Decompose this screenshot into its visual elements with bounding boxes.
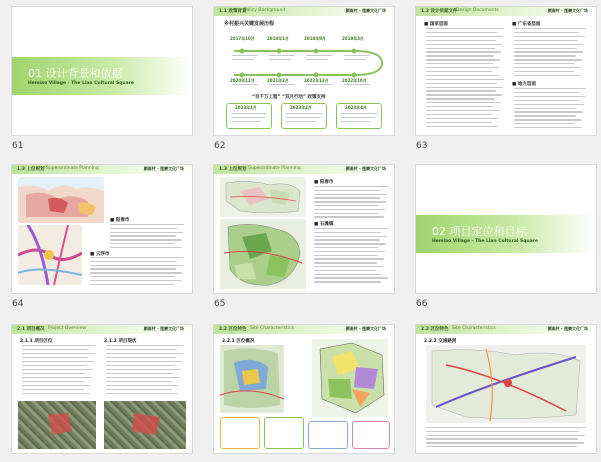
text-line <box>90 261 177 262</box>
year-label: 2018年1月 <box>267 36 289 41</box>
header-title-en: Superordinate Planning <box>248 166 301 171</box>
slide-canvas <box>214 165 394 293</box>
text-line <box>314 197 380 198</box>
info-card <box>264 417 304 449</box>
text-line <box>314 247 379 248</box>
text-line <box>314 274 382 275</box>
text-line <box>314 236 387 237</box>
text-line <box>110 247 181 248</box>
heading-local: ■ 地方层面 <box>512 82 536 87</box>
slide-number: 65 <box>214 299 226 309</box>
text-line <box>514 59 582 60</box>
slide-canvas <box>12 325 192 453</box>
text-line <box>22 349 89 350</box>
info-card <box>352 421 390 449</box>
year-label: 2022年12月 <box>304 78 329 83</box>
text-line <box>426 75 498 76</box>
text-line <box>426 102 501 103</box>
text-line <box>110 235 176 236</box>
text-line <box>426 446 577 447</box>
info-card <box>220 417 260 449</box>
header-project: 颜南村 · 莲廉文化广场 <box>143 326 184 331</box>
year-label: 2023年2月 <box>290 105 312 110</box>
policy-card <box>226 103 272 129</box>
text-line <box>514 48 577 49</box>
slide-canvas <box>12 7 192 135</box>
text-line <box>22 385 91 386</box>
regional-map <box>18 177 104 223</box>
text-line <box>22 369 93 370</box>
text-line <box>90 276 175 277</box>
text-line <box>90 265 183 266</box>
text-line <box>514 127 581 128</box>
heading-province: ■ 广东省层面 <box>512 22 541 27</box>
header-title: 1.3 上位规划 <box>17 167 45 172</box>
text-line <box>22 357 88 358</box>
text-line <box>514 119 582 120</box>
county-map <box>220 177 306 217</box>
text-line <box>426 94 502 95</box>
section-subtitle: Hemiao Village - The Lian Cultural Square <box>432 239 538 244</box>
text-line <box>106 349 177 350</box>
text-line <box>426 90 496 91</box>
header-title: 2.1 项目概况 <box>17 327 45 332</box>
text-line <box>514 123 575 124</box>
text-line <box>90 257 184 258</box>
text-line <box>110 224 184 225</box>
text-line <box>314 186 388 187</box>
text-line <box>514 71 574 72</box>
text-line <box>514 63 575 64</box>
text-line <box>314 270 376 271</box>
location-map-left <box>220 345 284 413</box>
text-line <box>22 393 90 394</box>
text-line <box>426 110 500 111</box>
text-line <box>314 190 381 191</box>
text-line <box>426 83 497 84</box>
policy-heading: “百千万工程” “双月行动” 政策支持 <box>252 95 326 100</box>
text-line <box>110 228 177 229</box>
header-project: 颜南村 · 莲廉文化广场 <box>345 166 386 171</box>
text-line <box>426 114 493 115</box>
info-card <box>308 421 348 449</box>
text-line <box>426 438 578 439</box>
section-title: 01 设计背景和依据 <box>28 67 123 80</box>
town-map <box>220 219 306 289</box>
slide-canvas <box>12 165 192 293</box>
header-project: 颜南村 · 莲廉文化广场 <box>547 8 588 13</box>
header-title-en: Design Documents <box>456 8 499 13</box>
text-line <box>426 431 579 432</box>
text-line <box>314 262 377 263</box>
header-title: 1.1 政策背景 <box>219 9 247 14</box>
text-line <box>314 255 378 256</box>
year-label: 2018年9月 <box>304 36 326 41</box>
text-line <box>426 44 502 45</box>
text-line <box>314 228 388 229</box>
text-line <box>314 239 380 240</box>
planning-map <box>18 225 82 285</box>
text-line <box>426 442 584 443</box>
text-line <box>22 381 85 382</box>
text-line <box>426 40 496 41</box>
text-line <box>426 28 504 29</box>
text-line <box>514 51 583 52</box>
text-line <box>22 377 92 378</box>
slide-canvas <box>416 325 596 453</box>
text-line <box>90 268 176 269</box>
text-line <box>22 365 87 366</box>
slide-canvas <box>214 325 394 453</box>
text-line <box>514 55 576 56</box>
header-title-en: Policy Background <box>244 8 286 13</box>
text-line <box>314 243 386 244</box>
text-line <box>106 381 173 382</box>
text-line <box>106 365 175 366</box>
text-line <box>426 67 499 68</box>
text-line <box>514 75 580 76</box>
subheading-b: 2.1.2 项目现状 <box>104 339 137 344</box>
header-title-en: Site Characteristics <box>250 326 294 331</box>
text-line <box>514 28 586 29</box>
year-label: 2021年2月 <box>267 78 289 83</box>
text-line <box>514 67 581 68</box>
text-line <box>514 100 578 101</box>
slide-number: 63 <box>416 141 428 151</box>
text-line <box>106 377 180 378</box>
slide-canvas <box>214 7 394 135</box>
slide-header <box>416 7 596 16</box>
text-line <box>426 71 492 72</box>
header-title: 1.3 上位规划 <box>219 167 247 172</box>
subheading-a: 2.2.1 区位概况 <box>222 339 255 344</box>
year-label: 2023年1月 <box>235 105 257 110</box>
slide-number: 64 <box>12 299 24 309</box>
subheading-b: ■ 云浮市 <box>90 252 110 257</box>
text-line <box>426 63 493 64</box>
text-line <box>426 79 504 80</box>
header-title-en: Superordinate Planning <box>46 166 99 171</box>
text-line <box>514 115 576 116</box>
text-line <box>106 385 179 386</box>
text-line <box>106 389 172 390</box>
header-title: 2.2 区位特色 <box>219 327 247 332</box>
heading: 乡村振兴关键发展历程 <box>224 21 275 27</box>
text-line <box>426 427 586 428</box>
text-line <box>106 357 176 358</box>
text-line <box>514 108 577 109</box>
text-line <box>514 40 578 41</box>
slide-number: 62 <box>214 141 226 151</box>
text-line <box>110 239 182 240</box>
slide-header <box>214 165 394 174</box>
text-line <box>314 213 378 214</box>
slide-header <box>416 325 596 334</box>
slide-canvas <box>416 7 596 135</box>
text-line <box>426 126 498 127</box>
text-line <box>514 104 584 105</box>
year-label: 2017年10月 <box>230 36 255 41</box>
policy-card <box>336 103 382 129</box>
header-title: 2.2 区位特色 <box>421 327 449 332</box>
text-line <box>426 87 503 88</box>
text-line <box>22 345 96 346</box>
text-line <box>314 258 384 259</box>
text-line <box>426 32 497 33</box>
text-line <box>514 96 585 97</box>
text-line <box>90 284 174 285</box>
header-title: 1.2 设计依据文件 <box>421 9 458 14</box>
location-map-right <box>312 339 388 417</box>
header-title-en: Site Characteristics <box>452 326 496 331</box>
aerial-photo <box>18 401 96 449</box>
slide-number: 66 <box>416 299 428 309</box>
header-project: 颜南村 · 莲廉文化广场 <box>345 326 386 331</box>
text-line <box>314 251 385 252</box>
text-line <box>314 266 383 267</box>
heading-national: ■ 国家层面 <box>424 22 448 27</box>
text-line <box>426 98 495 99</box>
text-line <box>106 361 182 362</box>
policy-card <box>281 103 327 129</box>
subheading-a: 2.1.1 项目区位 <box>20 339 53 344</box>
slide-canvas <box>416 165 596 293</box>
text-line <box>314 281 381 282</box>
text-line <box>426 48 495 49</box>
section-title: 02 项目定位和目标 <box>432 225 527 238</box>
subheading-a: 2.2.2 交通路网 <box>424 339 457 344</box>
text-line <box>314 209 385 210</box>
text-line <box>426 59 500 60</box>
text-line <box>106 393 178 394</box>
text-line <box>22 389 84 390</box>
text-line <box>426 36 503 37</box>
header-project: 颜南村 · 莲廉文化广场 <box>143 166 184 171</box>
section-subtitle: Hemiao Village - The Lian Cultural Square <box>28 81 134 86</box>
text-line <box>514 88 586 89</box>
text-line <box>90 280 181 281</box>
year-label: 2019年3月 <box>342 36 364 41</box>
header-project: 颜南村 · 莲廉文化广场 <box>345 8 386 13</box>
header-title-en: Project Overview <box>48 326 87 331</box>
slide-number: 61 <box>12 141 24 151</box>
text-line <box>426 106 494 107</box>
text-line <box>426 118 499 119</box>
text-line <box>22 361 94 362</box>
year-label: 2023年4月 <box>345 105 367 110</box>
text-line <box>514 36 585 37</box>
text-line <box>514 92 579 93</box>
text-line <box>106 373 174 374</box>
text-line <box>22 373 86 374</box>
text-line <box>110 243 175 244</box>
text-line <box>514 111 583 112</box>
text-line <box>426 122 492 123</box>
transport-map <box>426 345 586 423</box>
slide-header <box>12 325 192 334</box>
text-line <box>314 277 388 278</box>
year-label: 2022年10月 <box>342 78 367 83</box>
subheading-a: ■ 阳春市 <box>110 218 130 223</box>
subheading-b: ■ 石滩镇 <box>314 222 334 227</box>
text-line <box>106 345 184 346</box>
aerial-photo <box>104 401 186 449</box>
text-line <box>314 232 381 233</box>
subheading-a: ■ 阳春市 <box>314 180 334 185</box>
text-line <box>314 194 387 195</box>
text-line <box>314 216 384 217</box>
text-line <box>426 51 501 52</box>
slide-header <box>214 325 394 334</box>
text-line <box>90 272 182 273</box>
text-line <box>110 232 183 233</box>
text-line <box>22 353 95 354</box>
text-line <box>426 55 494 56</box>
text-line <box>106 369 181 370</box>
text-line <box>426 435 585 436</box>
year-label: 2020年12月 <box>230 78 255 83</box>
text-line <box>314 205 379 206</box>
text-line <box>514 44 584 45</box>
text-line <box>314 201 386 202</box>
text-line <box>106 353 183 354</box>
header-project: 颜南村 · 莲廉文化广场 <box>547 326 588 331</box>
text-line <box>514 32 579 33</box>
slide-header <box>12 165 192 174</box>
